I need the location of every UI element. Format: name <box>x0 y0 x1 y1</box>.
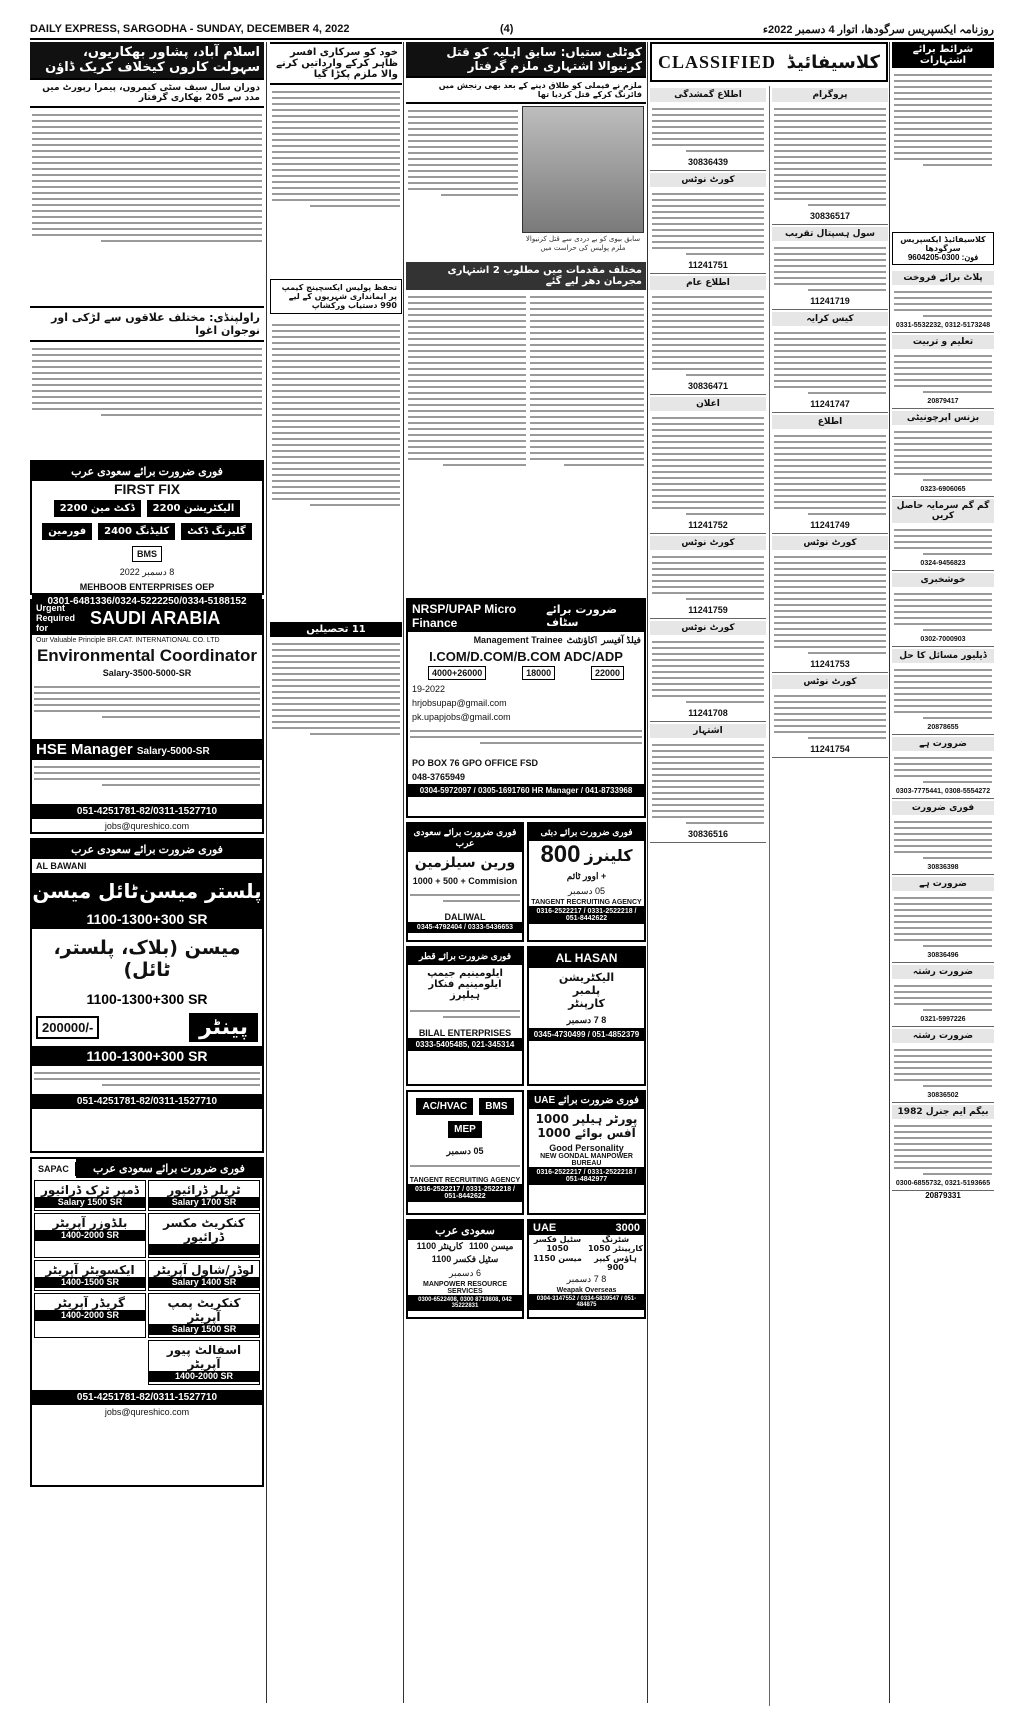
ad-interview-date: 6 دسمبر <box>449 1268 481 1278</box>
classified-phone: 30836516 <box>687 829 729 839</box>
ad-job: ڈکٹ مین 2200 <box>54 500 141 517</box>
ad-uae-carpenter <box>527 1219 646 1319</box>
ad-title: AL HASAN <box>529 948 644 968</box>
ad-salary: Salary 1400 SR <box>149 1277 259 1288</box>
classified-phone: 20878655 <box>927 724 959 731</box>
ad-agency: NEW GONDAL MANPOWER BUREAU <box>540 1153 633 1167</box>
classified-phone: 0331-5532232, 0312-5173248 <box>895 322 991 329</box>
classified-item <box>892 333 994 409</box>
ad-title: فوری ضرورت برائے دبئی <box>529 824 644 841</box>
ad-footer-phone: 0304-5972097 / 0305-1691760 HR Manager / 041-8733968 <box>408 784 644 797</box>
ad-environmental-coordinator <box>30 599 264 834</box>
ad-job: کارپنٹر <box>568 997 605 1010</box>
ad-interview-date: 8 7 دسمبر <box>566 1274 607 1284</box>
ad-job-cell <box>34 1260 146 1291</box>
classified-phone: 30836398 <box>927 864 959 871</box>
ad-email: jobs@qureshico.com <box>104 821 190 831</box>
story-subheadline: ملزم نے فیملی کو طلاق دینے کے بعد بھی رنجش میں فائرنگ کرکے قتل کردیا تھا <box>406 76 646 104</box>
classified-body <box>650 635 766 708</box>
ad-job: سٹیل فکسر 1050 <box>533 1235 582 1253</box>
classified-item <box>892 409 994 497</box>
classified-banner <box>650 42 888 82</box>
classified-item <box>892 497 994 571</box>
story-subheadline: تحفظ پولیس ایکسچینج کیمپ پر ایمانداری شہریوں کے لیے 990 دستیاب ورکشاپ <box>270 279 402 314</box>
classified-body <box>892 815 994 864</box>
ad-job: ڈمپر ٹرک ڈرائیور <box>41 1183 139 1197</box>
ad-salary: 1100-1300+300 SR <box>32 1046 262 1066</box>
classified-body <box>772 429 888 520</box>
ad-urgent: Urgent Required for <box>36 603 76 633</box>
ad-agency: BILAL ENTERPRISES <box>418 1028 512 1038</box>
ad-agency: TANGENT RECRUITING AGENCY <box>409 1177 521 1184</box>
ad-note: Good Personality <box>549 1143 624 1153</box>
ad-tag: BMS <box>479 1098 513 1115</box>
classified-phone: 11241747 <box>810 399 850 409</box>
ad-subtitle: ضرورت برائے سٹاف <box>546 603 618 629</box>
ad-phone: 0316-2522217 / 0331-2522218 / 051-8442622 <box>408 1184 522 1202</box>
ad-job: گریڈر آپریٹر <box>55 1296 125 1310</box>
classified-phone: 0303-7775441, 0308-5554272 <box>895 788 991 795</box>
classified-heading: ڈیلیور مسائل کا حل <box>892 649 994 663</box>
ad-job-cell <box>34 1293 146 1338</box>
ad-agency: Weapak Overseas <box>556 1287 617 1294</box>
classified-body <box>650 550 766 605</box>
ad-job: کارپنٹر 1100 <box>416 1241 463 1251</box>
ad-title: فوری ضرورت برائے سعودی عرب <box>32 840 262 859</box>
classified-body <box>892 1043 994 1092</box>
classified-phone: 11241719 <box>810 296 850 306</box>
classified-heading: ضرورت رشتہ <box>892 965 994 979</box>
ad-job: فورمین <box>42 523 92 540</box>
story-headline: اسلام آباد، پشاور بھکاریوں، سہولت کاروں کیخلاف کریک ڈاؤن <box>30 42 264 78</box>
classified-item <box>650 274 766 395</box>
news-story-kotli-sattian <box>406 42 646 258</box>
ad-job: لوڈر/شاول آپریٹر <box>154 1263 254 1277</box>
classified-heading: اعلان <box>650 397 766 411</box>
classified-item <box>892 571 994 647</box>
ad-job-cell <box>148 1340 260 1385</box>
classified-phone: 30836517 <box>809 211 851 221</box>
ad-job: پلستر میسن <box>139 879 262 903</box>
column-5 <box>892 42 994 1703</box>
ad-salary-big: 800 <box>540 841 581 868</box>
classified-phone: 20879417 <box>927 398 959 405</box>
ad-phone: 0300-6522408, 0300 8719808, 042 35222831 <box>408 1295 522 1311</box>
ad-phone: 0345-4730499 / 051-4852379 <box>529 1028 644 1041</box>
classified-phone: 0324-9456823 <box>920 560 966 567</box>
classified-list <box>650 86 888 1706</box>
classified-body <box>772 326 888 399</box>
classified-item <box>892 1103 994 1191</box>
ad-job: ہاؤس کیپر 900 <box>594 1254 637 1272</box>
ad-job: پورٹر ہیلپر 1000 <box>535 1112 638 1126</box>
ad-job: ٹریلر ڈرائیور <box>167 1183 241 1197</box>
classified-body <box>892 587 994 636</box>
masthead <box>30 22 994 40</box>
ad-phone: 051-4251781-82/0311-1527710 <box>32 1094 262 1109</box>
ad-job: کنکریٹ پمپ آپریٹر <box>167 1296 241 1324</box>
ad-salary: 1400-2000 SR <box>35 1310 145 1321</box>
masthead-date-en: DAILY EXPRESS, SARGODHA - SUNDAY, DECEMBER 4, 2022 <box>30 23 350 35</box>
classified-phone: 11241751 <box>688 260 728 270</box>
ad-al-hasan <box>527 946 646 1086</box>
office-box <box>892 232 994 265</box>
classified-title-ur: کلاسیفائیڈ <box>786 51 880 73</box>
classified-heading: ضرورت رشتہ <box>892 1029 994 1043</box>
story-subheadline: دوران سال سیف سٹی کیمروں، پیمرا رپورٹ میں مدد سے 205 بھکاری گرفتار <box>30 78 264 108</box>
classified-item <box>772 225 888 310</box>
ads-list <box>892 269 994 1191</box>
ad-salary: Salary-3500-5000-SR <box>102 668 192 678</box>
classified-phone: 30836502 <box>927 1092 959 1099</box>
ad-job: کلیڈنگ 2400 <box>98 523 175 540</box>
ad-salary: 4000+26000 <box>428 666 486 680</box>
ad-agency: TANGENT RECRUITING AGENCY <box>531 899 642 906</box>
column-rule <box>647 42 648 1703</box>
story-body <box>270 85 402 279</box>
ad-job: ایلومینیم جیمپ <box>427 968 503 979</box>
ad-interview-date: 05 دسمبر <box>446 1146 484 1156</box>
classified-item <box>892 799 994 875</box>
ad-role: Management Trainee <box>473 635 563 645</box>
ad-qualification: I.COM/D.COM/B.COM ADC/ADP <box>429 649 623 664</box>
classified-heading: کورٹ نوٹس <box>772 675 888 689</box>
ad-cleaners <box>527 822 646 942</box>
ad-pobox: PO BOX 76 GPO OFFICE FSD <box>412 758 539 768</box>
classified-body <box>892 751 994 788</box>
ad-tag: MEP <box>448 1121 482 1138</box>
ad-job-cell <box>148 1260 260 1291</box>
classified-heading: کورٹ نوٹس <box>772 536 888 550</box>
ad-phone: 051-4251781-82/0311-1527710 <box>32 1390 262 1405</box>
ad-saudi-masons <box>406 1219 524 1319</box>
classified-body <box>892 979 994 1016</box>
ad-job-cell <box>148 1180 260 1211</box>
ad-extra: + اوور ٹائم <box>566 871 607 881</box>
classified-body <box>772 102 888 211</box>
classified-heading: پروگرام <box>772 88 888 102</box>
ad-salary: Salary 1700 SR <box>149 1197 259 1208</box>
ad-job: میسن 1100 <box>468 1241 514 1251</box>
ad-job: اسفالٹ پیور آپریٹر <box>166 1343 242 1371</box>
office-label: کلاسیفائیڈ ایکسپریس سرگودھا <box>900 235 986 253</box>
classified-phone: 0321-5997226 <box>920 1016 966 1023</box>
classified-body <box>772 241 888 296</box>
ad-salary: 22000 <box>591 666 624 680</box>
ad-agency: MEHBOOB ENTERPRISES OEP <box>79 582 215 592</box>
ad-job: الیکٹریشن <box>558 971 615 984</box>
ad-interview-date: 8 دسمبر 2022 <box>119 567 175 577</box>
ad-job: کنکریٹ مکسر ڈرائیور <box>163 1216 245 1244</box>
ad-salary: 1400-2000 SR <box>149 1371 259 1382</box>
classified-item <box>892 647 994 735</box>
ad-interview-date: 05 دسمبر <box>568 886 605 896</box>
section-label: تحصیلیں <box>306 624 349 635</box>
classified-heading: تعلیم و تربیت <box>892 335 994 349</box>
ad-phone: 0345-4792404 / 0333-5436653 <box>408 922 522 933</box>
section-number: 11 <box>351 624 366 635</box>
ad-role-title: HSE Manager <box>36 741 133 758</box>
ad-country: SAUDI ARABIA <box>90 607 221 628</box>
classified-title-en: CLASSIFIED <box>658 51 777 72</box>
ad-date: 19-2022 <box>412 684 446 694</box>
ad-email: jobs@qureshico.com <box>104 1407 190 1417</box>
ad-job-cell <box>148 1213 260 1258</box>
classified-phone: 0302-7000903 <box>920 636 966 643</box>
last-phone: 20879331 <box>925 1191 961 1200</box>
ad-phone: 048-3765949 <box>412 772 466 782</box>
classified-heading: اطلاع عام <box>650 276 766 290</box>
classified-body <box>892 891 994 952</box>
ad-salary: 1100-1300+300 SR <box>32 989 262 1009</box>
classified-heading: کیس کرایہ <box>772 312 888 326</box>
story-body <box>30 108 264 302</box>
ad-job: گلیزنگ ڈکٹ <box>181 523 252 540</box>
classified-body <box>650 187 766 260</box>
classified-heading: اطلاع گمشدگی <box>650 88 766 102</box>
classified-heading: فوری ضرورت <box>892 801 994 815</box>
classified-body <box>892 285 994 322</box>
ad-salesman <box>406 822 524 942</box>
classified-item <box>650 395 766 534</box>
ad-title: فوری ضرورت برائے سعودی عرب <box>32 462 262 481</box>
classified-body <box>892 349 994 398</box>
classified-phone: 30836439 <box>687 157 729 167</box>
classified-phone: 11241752 <box>688 520 728 530</box>
classified-phone: 30836496 <box>927 952 959 959</box>
column-1 <box>30 42 264 1703</box>
ad-company: FIRST FIX <box>113 481 181 497</box>
ad-job: ہیلپرز <box>449 990 481 1001</box>
ad-interview-date: 8 7 دسمبر <box>566 1015 607 1025</box>
ad-first-fix-saudi <box>30 460 264 607</box>
news-story-beggars <box>30 42 264 302</box>
classified-body <box>772 550 888 659</box>
ad-phone: 0333-5405485, 021-345314 <box>408 1038 522 1051</box>
ad-job: پینٹر <box>189 1013 258 1042</box>
classified-phone: 11241759 <box>688 605 728 615</box>
ad-salary: Salary 1500 SR <box>35 1197 145 1208</box>
classified-heading: کورٹ نوٹس <box>650 173 766 187</box>
classified-heading: گم گم سرمایہ حاصل کریں <box>892 499 994 523</box>
classified-body <box>650 102 766 157</box>
story-headline: مختلف مقدمات میں مطلوب 2 اشتہاری مجرمان دھر لیے گئے <box>406 262 646 290</box>
ad-phone: 0304-3147552 / 0334-5839547 / 051-484875 <box>529 1294 644 1310</box>
classified-item <box>650 722 766 843</box>
ad-salary <box>149 1244 259 1255</box>
classified-body <box>650 738 766 829</box>
ad-al-bawani <box>30 838 264 1153</box>
story-body <box>406 104 520 258</box>
column-4 <box>650 42 888 1703</box>
classified-item <box>650 534 766 619</box>
ad-job: الیکٹریشن 2200 <box>147 500 241 517</box>
classified-item <box>892 735 994 799</box>
ad-job-cell <box>34 1213 146 1258</box>
ad-salary: 1400-2000 SR <box>35 1230 145 1241</box>
column-rule <box>889 42 890 1703</box>
ad-salary: 3000 <box>615 1222 640 1234</box>
ad-job: ایکسویٹر آپریٹر <box>45 1263 135 1277</box>
story-body <box>270 318 402 622</box>
ad-phone: 051-4251781-82/0311-1527710 <box>32 804 262 819</box>
ad-job-grid <box>32 1178 262 1387</box>
ad-role: Environmental Coordinator <box>36 646 258 665</box>
ad-company: AL BAWANI <box>36 861 87 871</box>
classified-phone: 11241754 <box>810 744 850 754</box>
ad-job-cell <box>34 1180 146 1211</box>
ad-phone: 0316-2522217 / 0331-2522218 / 051-4842977 <box>529 1167 644 1185</box>
ad-job-cell <box>148 1293 260 1338</box>
ad-job: ٹائل میسن <box>32 879 139 903</box>
ad-agency: MANPOWER RESOURCE SERVICES <box>422 1281 507 1295</box>
ad-tag: BMS <box>132 546 162 562</box>
classified-heading: کورٹ نوٹس <box>650 621 766 635</box>
ad-title: فوری ضرورت برائے قطر <box>408 948 522 965</box>
ad-job: آفس بوائے 1000 <box>537 1126 636 1140</box>
news-photo <box>522 106 644 233</box>
column-rule <box>266 42 267 1703</box>
column-rule <box>403 42 404 1703</box>
classified-item <box>772 673 888 758</box>
office-phone: فون: 0300-9604205 <box>907 253 979 262</box>
classified-item <box>650 619 766 722</box>
classified-item <box>772 86 888 225</box>
ad-email: hrjobsupap@gmail.com <box>412 698 507 708</box>
ad-uae-porter <box>527 1090 646 1215</box>
classified-item <box>892 1027 994 1103</box>
ad-job: سٹیل فکسر 1100 <box>431 1254 499 1264</box>
classified-phone: 11241708 <box>688 708 728 718</box>
classified-item <box>650 171 766 274</box>
column-3 <box>406 42 646 1703</box>
classified-item <box>772 413 888 534</box>
ad-fee: 200000/- <box>36 1016 99 1039</box>
ad-title: فوری ضرورت برائے سعودی عرب <box>408 824 522 852</box>
classified-item <box>892 875 994 963</box>
ad-company: SAPAC <box>32 1162 76 1176</box>
classified-phone: 11241753 <box>810 659 850 669</box>
classified-heading: پلاٹ برائے فروخت <box>892 271 994 285</box>
ad-title: UAE <box>533 1222 557 1234</box>
ad-salary: Salary-5000-SR <box>136 746 210 757</box>
ad-title: سعودی عرب <box>408 1221 522 1240</box>
classified-heading: اشتہار <box>650 724 766 738</box>
classified-phone: 30836471 <box>687 381 729 391</box>
ad-job: میسن (بلاک، پلستر، ٹائل) <box>53 937 241 981</box>
classified-heading: ضرورت ہے <box>892 877 994 891</box>
ad-hvac <box>406 1090 524 1215</box>
ad-salary: 1100-1300+300 SR <box>32 909 262 929</box>
story-body <box>30 342 264 456</box>
ad-title: فوری ضرورت برائے UAE <box>529 1092 644 1109</box>
photo-caption: سابق بیوی کو بے دردی سے قتل کرنیوالا ملزم پولیس کی حراست میں <box>525 235 641 252</box>
classified-phone: 0300-6855732, 0321-5193665 <box>895 1180 991 1187</box>
ad-sapac <box>30 1157 264 1487</box>
ad-role <box>32 739 262 760</box>
ad-salary: 18000 <box>522 666 555 680</box>
ad-client: Our Valuable Principle BR.CAT. INTERNATIONAL CO. LTD <box>36 637 220 644</box>
ad-title: NRSP/UPAP Micro Finance <box>412 602 517 630</box>
ad-title: فوری ضرورت برائے سعودی عرب <box>76 1159 262 1178</box>
classified-item <box>772 310 888 413</box>
page-number: (4) <box>500 23 514 35</box>
story-body <box>406 290 528 594</box>
ad-job: ورین سیلزمین <box>414 855 516 871</box>
classified-heading: سول ہسپتال تقریب <box>772 227 888 241</box>
story-body <box>528 290 646 594</box>
ad-role: اکاؤنٹنٹ <box>566 635 598 645</box>
news-story-kidnap <box>30 306 264 456</box>
ad-phone: 0301-6481336/0324-5222250/0334-5188152 <box>32 594 262 609</box>
section-head <box>270 622 402 637</box>
classified-body <box>772 689 888 744</box>
ad-salary: Salary 1500 SR <box>149 1324 259 1335</box>
classified-body <box>892 663 994 724</box>
ad-nrsp-upap <box>406 598 646 818</box>
classified-body <box>650 411 766 520</box>
classified-item <box>892 963 994 1027</box>
column-2 <box>270 42 402 1703</box>
story-headline: خود کو سرکاری افسر ظاہر کرکے وارداتیں کرنے والا ملزم پکڑا گیا <box>270 42 402 85</box>
ad-aluminium-qatar <box>406 946 524 1086</box>
story-body <box>270 637 402 801</box>
ad-job: بلڈوزر آپریٹر <box>52 1216 128 1230</box>
classified-phone: 0323-6906065 <box>920 486 966 493</box>
terms-header: شرائط برائے اشتہارات <box>892 42 994 68</box>
ad-agency: DALIWAL <box>444 912 486 922</box>
classified-body <box>892 425 994 486</box>
ad-job: شٹرنگ کارپینٹر 1050 <box>587 1235 644 1253</box>
ad-tag: AC/HVAC <box>416 1098 473 1115</box>
ad-email: pk.upapjobs@gmail.com <box>412 712 511 722</box>
ad-job: پلمبر <box>572 984 601 997</box>
story-headline: کوٹلی ستیاں: سابق اہلیہ کو قتل کرنیوالا اشتہاری ملزم گرفتار <box>406 42 646 76</box>
classified-item <box>892 269 994 333</box>
story-headline: راولپنڈی: مختلف علاقوں سے لڑکی اور نوجوان اغوا <box>30 306 264 342</box>
classified-heading: ضرورت ہے <box>892 737 994 751</box>
classified-heading: بیگم ایم جنرل 1982 <box>892 1105 994 1119</box>
news-story-proclaimed <box>406 262 646 594</box>
classified-heading: اطلاع <box>772 415 888 429</box>
classified-body <box>892 523 994 560</box>
ad-salary: 1000 + 500 + Commision <box>412 876 518 886</box>
classified-body <box>892 1119 994 1180</box>
ad-job: میسن 1150 <box>533 1254 582 1263</box>
ad-job: کلینرز <box>584 845 633 865</box>
terms-body <box>892 68 994 232</box>
classified-phone: 11241749 <box>810 520 850 530</box>
ad-job: ایلومینیم فنکار <box>428 979 502 990</box>
news-story-fake-officer <box>270 42 402 314</box>
classified-heading: بزنس اپرچونیٹی <box>892 411 994 425</box>
masthead-date-ur: روزنامہ ایکسپریس سرگودھا، اتوار 4 دسمبر 2022ء <box>762 24 994 36</box>
classified-heading: خوشخبری <box>892 573 994 587</box>
classified-body <box>650 290 766 381</box>
classified-item <box>650 86 766 171</box>
ad-phone: 0316-2522217 / 0331-2522218 / 051-8442622 <box>529 906 644 924</box>
classified-heading: کورٹ نوٹس <box>650 536 766 550</box>
ad-salary: 1400-1500 SR <box>35 1277 145 1288</box>
classified-item <box>772 534 888 673</box>
ad-role: فیلڈ آفیسر <box>601 635 641 645</box>
